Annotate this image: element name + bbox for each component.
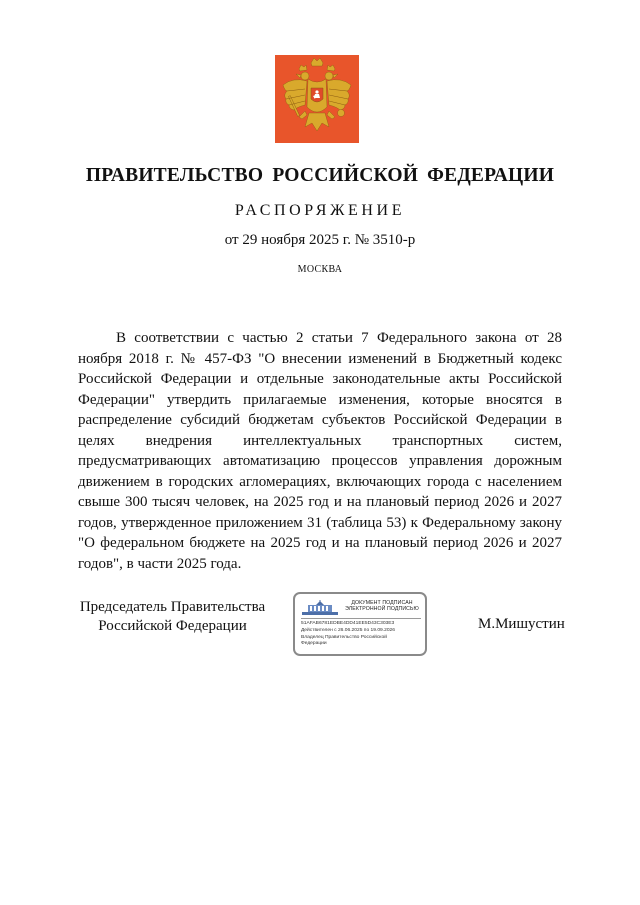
- stamp-divider: [301, 618, 421, 619]
- coat-of-arms-emblem: [275, 55, 359, 143]
- organization-title: ПРАВИТЕЛЬСТВО РОССИЙСКОЙ ФЕДЕРАЦИИ: [85, 165, 555, 186]
- stamp-caption-line1: ДОКУМЕНТ ПОДПИСАН: [351, 600, 413, 606]
- body-paragraph: В соответствии с частью 2 статьи 7 Федерального закона от 28 ноября 2018 г. № 457-ФЗ "О внесении изменений в Бюджетный кодекс Российской Федерации и отдельные законодательные акты Российской Федерации" утвердить прилагаемые изменения, которые вносятся в распределение субсидий бюджетам субъектов Российской Федерации в целях внедрения интеллектуальных транспортных систем, предусматривающих автоматизацию процессов управления дорожным движением в городских агломерациях, включающих города с населением свыше 300 тысяч человек, на 2025 год и на плановый период 2026 и 2027 годов, утвержденное приложением 31 (таблица 53) к Федеральному закону "О федеральном бюджете на 2025 год и на плановый период 2026 и 2027 годов", в части 2025 года.: [78, 330, 562, 572]
- stamp-caption-line2: ЭЛЕКТРОННОЙ ПОДПИСЬЮ: [345, 606, 419, 613]
- document-type: РАСПОРЯЖЕНИЕ: [234, 202, 406, 219]
- signer-name: М.Мишустин: [478, 616, 565, 632]
- signer-title-line1: Председатель Правительства: [79, 599, 266, 615]
- stamp-caption: [339, 600, 425, 613]
- stamp-owner-line2: Федерации: [301, 641, 327, 646]
- signer-title: [70, 598, 275, 636]
- signer-title-line2: Российской Федерации: [98, 618, 247, 634]
- electronic-signature-stamp: [293, 592, 427, 656]
- document-date-number: от 29 ноября 2025 г. № 3510-р: [224, 232, 416, 248]
- stamp-owner-line1: Владелец Правительство Российской: [301, 635, 387, 640]
- government-building-icon: [302, 600, 338, 616]
- document-city: МОСКВА: [297, 264, 343, 275]
- stamp-certificate: 51AFAB6781EDBE4DD41EE5D43C303E3: [301, 621, 395, 626]
- stamp-validity: Действителен с 26.06.2025 по 19.09.2026: [301, 628, 395, 633]
